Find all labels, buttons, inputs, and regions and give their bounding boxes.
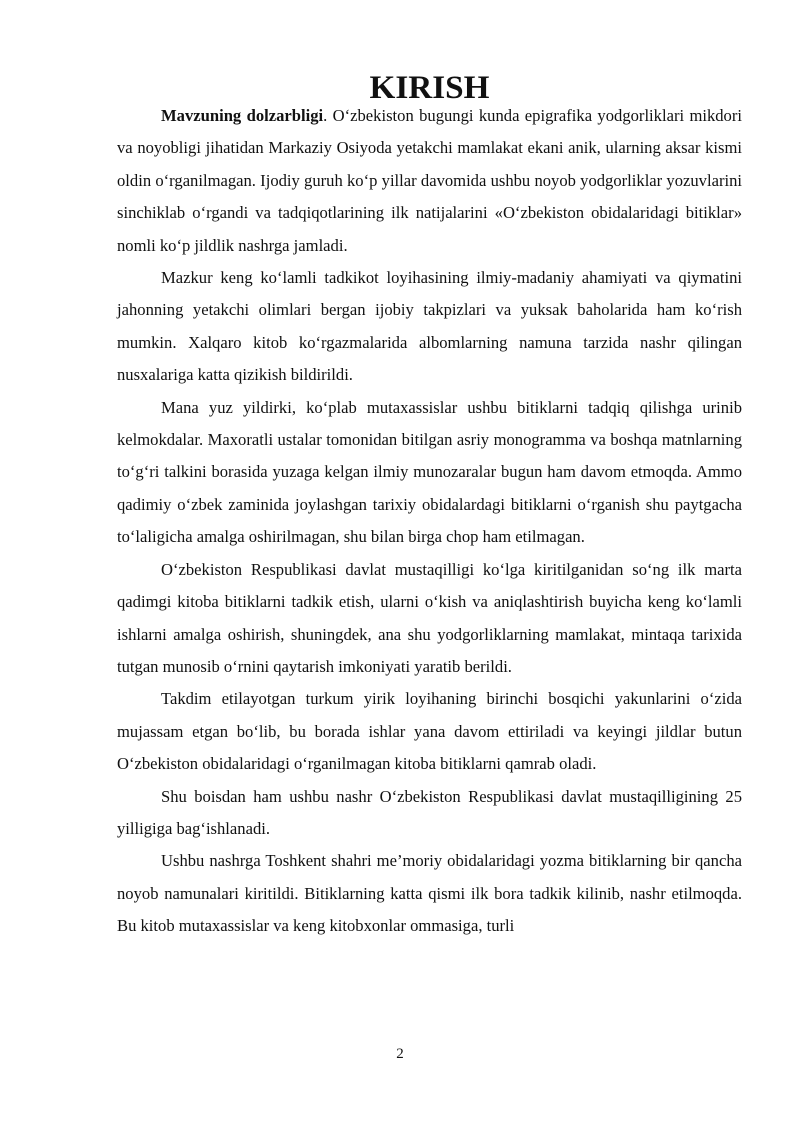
- paragraph-lead-bold: Mavzuning dolzarbligi: [161, 106, 324, 125]
- paragraph: Shu boisdan ham ushbu nashr O‘zbekiston Respublikasi davlat mustaqilligining 25 yilligiga bag‘ishlanadi.: [117, 786, 742, 838]
- paragraph: O‘zbekiston Respublikasi davlat mustaqilligi ko‘lga kiritilganidan so‘ng ilk marta qadimgi kitoba bitiklarni tadkik etish, ularni o‘kish va aniqlashtirish buyicha keng ko‘lamli ishlarni amalga oshirish, shuningdek, ana shu yodgorliklarning mamlakat, mintaqa tarixida tutgan munosib o‘rnini qaytarish imkoniyati yaratib berildi.: [117, 559, 742, 676]
- paragraph: Mazkur keng ko‘lamli tadkikot loyihasining ilmiy-madaniy ahamiyati va qiymatini jahonning yetakchi olimlari bergan ijobiy takpizlari va yuksak baholarida ham ko‘rish mumkin. Xalqaro kitob ko‘rgazmalarida albomlarning namuna tarzida nashr qilingan nusxalariga katta qizikish bildirildi.: [117, 268, 742, 385]
- section-title: KIRISH: [369, 69, 490, 106]
- paragraph: Mana yuz yildirki, ko‘plab mutaxassislar ushbu bitiklarni tadqiq qilishga urinib kelmokdalar. Maxoratli ustalar tomonidan bitilgan asriy monogramma va boshqa matnlarning to‘g‘ri talkini borasida yuzaga kelgan ilmiy munozaralar bugun ham davom etmoqda. Ammo qadimiy o‘zbek zaminida joylashgan tarixiy obidalardagi bitiklarni o‘rganish shu paytgacha to‘laligicha amalga oshirilmagan, shu bilan birga chop ham etilmagan.: [117, 397, 742, 547]
- document-page: [117, 69, 742, 943]
- page-number: 2: [396, 1046, 404, 1062]
- paragraph: Takdim etilayotgan turkum yirik loyihaning birinchi bosqichi yakunlarini o‘zida mujassam etgan bo‘lib, bu borada ishlar yana davom ettiriladi va keyingi jildlar butun O‘zbekiston obidalaridagi o‘rganilmagan kitoba bitiklarni qamrab oladi.: [117, 689, 742, 774]
- paragraph-relevance: [117, 100, 742, 262]
- paragraph: Ushbu nashrga Toshkent shahri me’moriy obidalaridagi yozma bitiklarning bir qancha noyob namunalari kiritildi. Bitiklarning katta qismi ilk bora tadkik kilinib, nashr etilmoqda. Bu kitob mutaxassislar va keng kitobxonlar ommasiga, turli: [117, 851, 742, 936]
- paragraph-text: . O‘zbekiston bugungi kunda epigrafika yodgorliklari mikdori va noyobligi jihatidan Markaziy Osiyoda yetakchi mamlakat ekani anik, ularning aksar kismi oldin o‘rganilmagan. Ijodiy guruh ko‘p yillar davomida ushbu noyob yodgorliklar yozuvlarini sinchiklab o‘rgandi va tadqiqotlarining ilk natijalarini «O‘zbekiston obidalaridagi bitiklar» nomli ko‘p jildlik nashrga jamladi.: [117, 106, 742, 255]
